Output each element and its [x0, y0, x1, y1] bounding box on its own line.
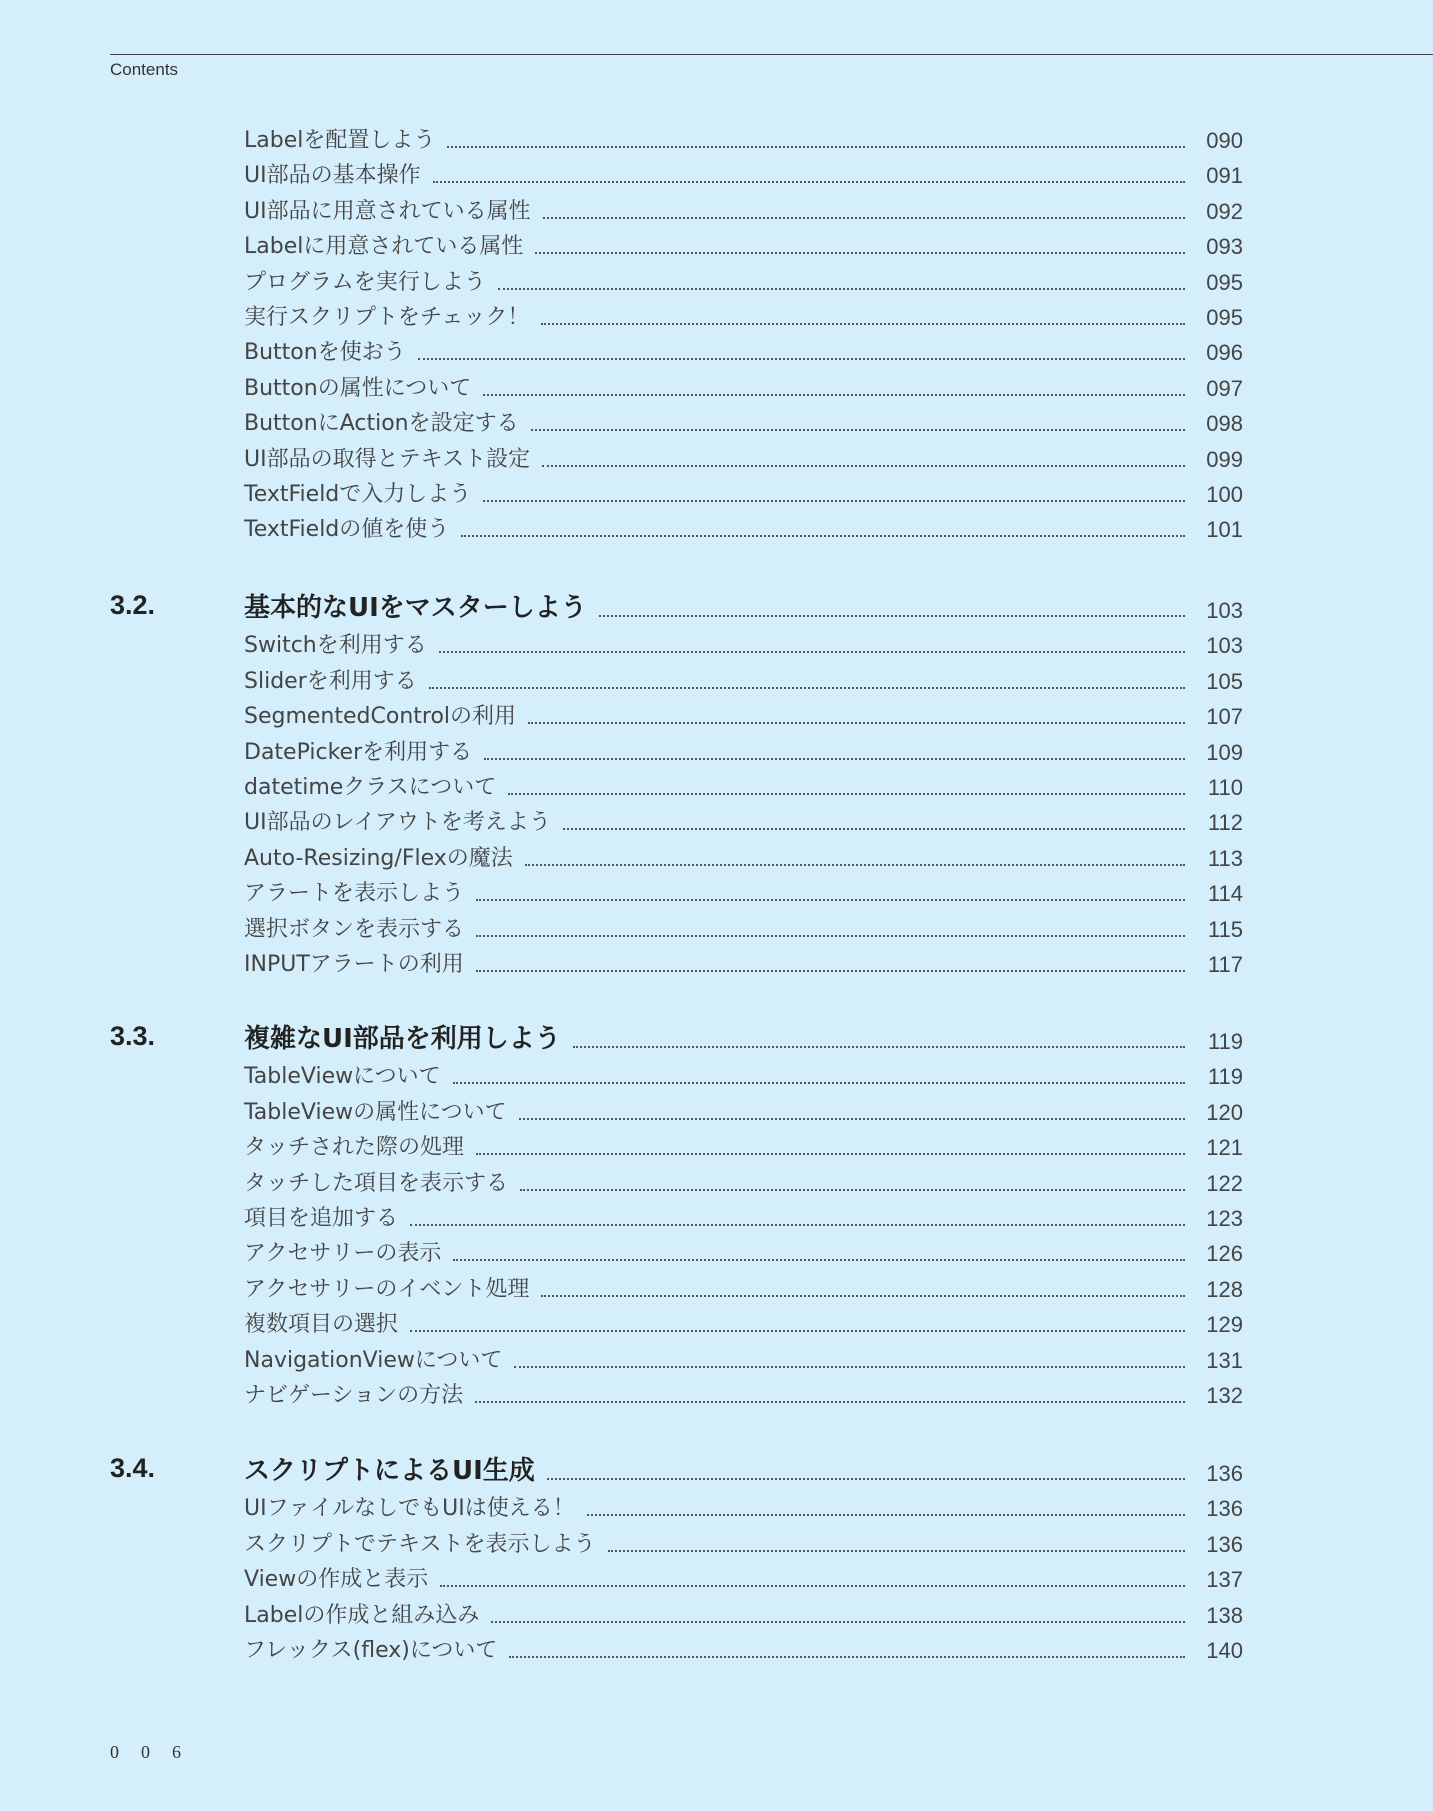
toc-entry[interactable]: [244, 368, 1243, 402]
toc-entry-page: 090: [1206, 128, 1243, 153]
toc-entry-title: UI部品に用意されている属性: [244, 198, 531, 224]
toc-entry-page: 107: [1206, 704, 1243, 730]
toc-entry[interactable]: [244, 191, 1243, 225]
toc-entry-title: スクリプトでテキストを表示しよう: [244, 1531, 596, 1557]
dot-leader: [599, 615, 1185, 617]
toc-entry[interactable]: [244, 1056, 1243, 1090]
dot-leader: [476, 1153, 1185, 1155]
toc-entry-title: スクリプトによるUI生成: [244, 1456, 535, 1486]
dot-leader: [429, 687, 1185, 689]
toc-entry[interactable]: [244, 439, 1243, 473]
running-header: Contents: [110, 60, 179, 79]
dot-leader: [528, 722, 1185, 724]
dot-leader: [410, 1224, 1185, 1226]
toc-section-heading[interactable]: [244, 1453, 1243, 1487]
toc-entry-title: UI部品の取得とテキスト設定: [244, 446, 531, 472]
toc-entry[interactable]: [244, 1375, 1243, 1409]
toc-entry-title: Labelに用意されている属性: [244, 234, 524, 260]
toc-entry-page: 100: [1206, 482, 1243, 507]
toc-entry-page: 101: [1206, 517, 1243, 543]
toc-entry[interactable]: [244, 696, 1243, 730]
dot-leader: [520, 1189, 1185, 1191]
dot-leader: [439, 651, 1185, 653]
dot-leader: [514, 1366, 1185, 1368]
toc-entry[interactable]: [244, 509, 1243, 543]
dot-leader: [563, 828, 1185, 830]
toc-entry-title: ButtonにActionを設定する: [244, 411, 519, 437]
dot-leader: [573, 1046, 1185, 1048]
toc-entry-title: Buttonを使おう: [244, 340, 406, 366]
toc-entry-page: 103: [1206, 633, 1243, 659]
dot-leader: [433, 181, 1185, 183]
toc-entry[interactable]: [244, 838, 1243, 872]
dot-leader: [547, 1478, 1185, 1480]
toc-entry-page: 099: [1206, 446, 1243, 472]
toc-entry-title: UI部品の基本操作: [244, 163, 421, 189]
dot-leader: [525, 864, 1185, 866]
toc-entry-title: Auto-Resizing/Flexの魔法: [244, 845, 513, 871]
toc-entry[interactable]: [244, 120, 1243, 154]
toc-entry-title: TextFieldの値を使う: [244, 517, 450, 543]
toc-entry-title: TableViewの属性について: [244, 1099, 507, 1125]
toc-entry[interactable]: [244, 1163, 1243, 1197]
toc-entry-page: 119: [1207, 1064, 1243, 1090]
dot-leader: [453, 1259, 1185, 1261]
dot-leader: [531, 429, 1185, 431]
toc-entry-page: 120: [1206, 1099, 1243, 1125]
toc-entry-page: 092: [1206, 198, 1243, 224]
dot-leader: [498, 288, 1185, 290]
toc-entry-page: 095: [1206, 305, 1243, 330]
toc-entry-page: 119: [1207, 1029, 1243, 1054]
toc-entry-page: 121: [1206, 1135, 1243, 1161]
toc-entry-title: UIファイルなしでもUIは使える！: [244, 1496, 575, 1522]
toc-entry-page: 097: [1206, 375, 1243, 401]
dot-leader: [587, 1514, 1185, 1516]
toc-entry-title: ナビゲーションの方法: [244, 1383, 464, 1408]
dot-leader: [542, 465, 1185, 467]
dot-leader: [440, 1585, 1185, 1587]
toc-entry-page: 105: [1206, 668, 1243, 694]
toc-entry-title: Switchを利用する: [244, 633, 427, 659]
dot-leader: [541, 1295, 1185, 1297]
toc-entry[interactable]: [244, 1304, 1243, 1338]
toc-entry-title: 基本的なUIをマスターしよう: [244, 593, 587, 623]
toc-entry-page: 132: [1206, 1383, 1243, 1408]
toc-entry-page: 138: [1206, 1602, 1243, 1628]
toc-entry-page: 123: [1206, 1206, 1243, 1231]
toc-entry-title: タッチされた際の処理: [244, 1135, 465, 1161]
toc-entry[interactable]: [244, 1198, 1243, 1232]
toc-entry-title: 実行スクリプトをチェック！: [244, 305, 530, 330]
toc-entry-page: 115: [1207, 916, 1243, 942]
toc-entry-page: 140: [1206, 1638, 1243, 1663]
toc-section-heading[interactable]: [244, 590, 1243, 624]
dot-leader: [453, 1082, 1185, 1084]
toc-entry[interactable]: [244, 1269, 1243, 1303]
toc-entry-page: 110: [1207, 775, 1243, 800]
toc-entry[interactable]: [244, 1630, 1243, 1664]
dot-leader: [461, 535, 1185, 537]
toc-entry-title: Sliderを利用する: [244, 668, 417, 694]
dot-leader: [476, 970, 1185, 972]
toc-entry-page: 126: [1206, 1241, 1243, 1267]
toc-entry-page: 091: [1206, 163, 1243, 189]
toc-entry-page: 136: [1206, 1496, 1243, 1522]
dot-leader: [410, 1330, 1185, 1332]
dot-leader: [483, 394, 1185, 396]
toc-entry-page: 136: [1206, 1531, 1243, 1557]
toc-entry-page: 122: [1206, 1170, 1243, 1196]
toc-entry[interactable]: [244, 1127, 1243, 1161]
dot-leader: [476, 935, 1185, 937]
dot-leader: [509, 1656, 1185, 1658]
dot-leader: [508, 793, 1185, 795]
toc-entry-title: INPUTアラートの利用: [244, 952, 464, 977]
toc-entry[interactable]: [244, 155, 1243, 189]
toc-entry-page: 113: [1207, 845, 1243, 871]
section-number: 3.2.: [110, 590, 156, 620]
toc-entry[interactable]: [244, 1488, 1243, 1522]
toc-entry-title: UI部品のレイアウトを考えよう: [244, 810, 551, 836]
toc-entry-page: 128: [1206, 1276, 1243, 1302]
toc-entry-title: フレックス(flex)について: [244, 1638, 498, 1663]
toc-entry-title: Labelを配置しよう: [244, 128, 436, 153]
toc-entry-page: 095: [1206, 269, 1243, 295]
toc-entry[interactable]: [244, 732, 1243, 766]
toc-entry[interactable]: [244, 873, 1243, 907]
toc-entry[interactable]: [244, 767, 1243, 801]
toc-section-heading[interactable]: [244, 1021, 1243, 1055]
section-number: 3.4.: [110, 1453, 156, 1483]
toc-entry-page: 137: [1206, 1567, 1243, 1593]
toc-entry-title: アラートを表示しよう: [244, 881, 465, 907]
toc-entry-title: Buttonの属性について: [244, 375, 472, 401]
dot-leader: [418, 358, 1185, 360]
toc-entry-title: Viewの作成と表示: [244, 1567, 429, 1593]
toc-entry-page: 117: [1207, 952, 1243, 977]
section-number: 3.3.: [110, 1021, 156, 1051]
toc-entry-page: 098: [1206, 411, 1243, 437]
toc-entry[interactable]: [244, 802, 1243, 836]
dot-leader: [476, 899, 1185, 901]
toc-entry-title: アクセサリーの表示: [244, 1241, 442, 1267]
toc-entry-page: 103: [1206, 598, 1243, 623]
toc-entry[interactable]: [244, 226, 1243, 260]
toc-entry-title: 選択ボタンを表示する: [244, 916, 465, 942]
dot-leader: [447, 146, 1185, 148]
toc-entry-title: 複数項目の選択: [244, 1312, 399, 1338]
toc-entry-page: 093: [1206, 234, 1243, 260]
toc-entry[interactable]: [244, 1559, 1243, 1593]
dot-leader: [475, 1401, 1185, 1403]
toc-entry[interactable]: [244, 625, 1243, 659]
toc-entry-title: DatePickerを利用する: [244, 739, 473, 765]
toc-entry[interactable]: [244, 661, 1243, 695]
toc-entry[interactable]: [244, 403, 1243, 437]
dot-leader: [484, 758, 1185, 760]
toc-entry[interactable]: [244, 1092, 1243, 1126]
toc-entry-page: 136: [1206, 1461, 1243, 1486]
toc-entry[interactable]: [244, 1340, 1243, 1374]
toc-entry-title: 項目を追加する: [244, 1206, 399, 1231]
toc-entry-title: SegmentedControlの利用: [244, 704, 517, 730]
toc-entry[interactable]: [244, 262, 1243, 296]
toc-entry-title: datetimeクラスについて: [244, 775, 497, 800]
toc-entry[interactable]: [244, 474, 1243, 508]
toc-entry[interactable]: [244, 297, 1243, 331]
header-rule: [110, 54, 1433, 55]
toc-entry-page: 112: [1207, 810, 1243, 836]
toc-entry[interactable]: [244, 1595, 1243, 1629]
toc-entry[interactable]: [244, 944, 1243, 978]
dot-leader: [543, 217, 1185, 219]
dot-leader: [535, 252, 1185, 254]
toc-entry-page: 109: [1206, 739, 1243, 765]
toc-entry[interactable]: [244, 1233, 1243, 1267]
dot-leader: [541, 323, 1185, 325]
dot-leader: [491, 1621, 1185, 1623]
page-number: 006: [110, 1742, 203, 1762]
toc-entry-page: 131: [1206, 1347, 1243, 1373]
toc-entry[interactable]: [244, 332, 1243, 366]
toc-entry-title: タッチした項目を表示する: [244, 1170, 509, 1196]
toc-entry-page: 096: [1206, 340, 1243, 366]
dot-leader: [483, 500, 1185, 502]
toc-entry[interactable]: [244, 1524, 1243, 1558]
toc-entry-title: アクセサリーのイベント処理: [244, 1276, 530, 1302]
toc-entry-title: TableViewについて: [244, 1064, 441, 1090]
dot-leader: [608, 1550, 1185, 1552]
toc-entry-page: 114: [1207, 881, 1243, 907]
toc-entry-title: Labelの作成と組み込み: [244, 1602, 480, 1628]
toc-entry-title: 複雑なUI部品を利用しよう: [244, 1024, 561, 1054]
toc-entry[interactable]: [244, 909, 1243, 943]
toc-entry-title: TextFieldで入力しよう: [244, 482, 472, 507]
toc-entry-title: プログラムを実行しよう: [244, 269, 486, 295]
toc-entry-title: NavigationViewについて: [244, 1347, 503, 1373]
dot-leader: [519, 1118, 1185, 1120]
toc-entry-page: 129: [1206, 1312, 1243, 1338]
